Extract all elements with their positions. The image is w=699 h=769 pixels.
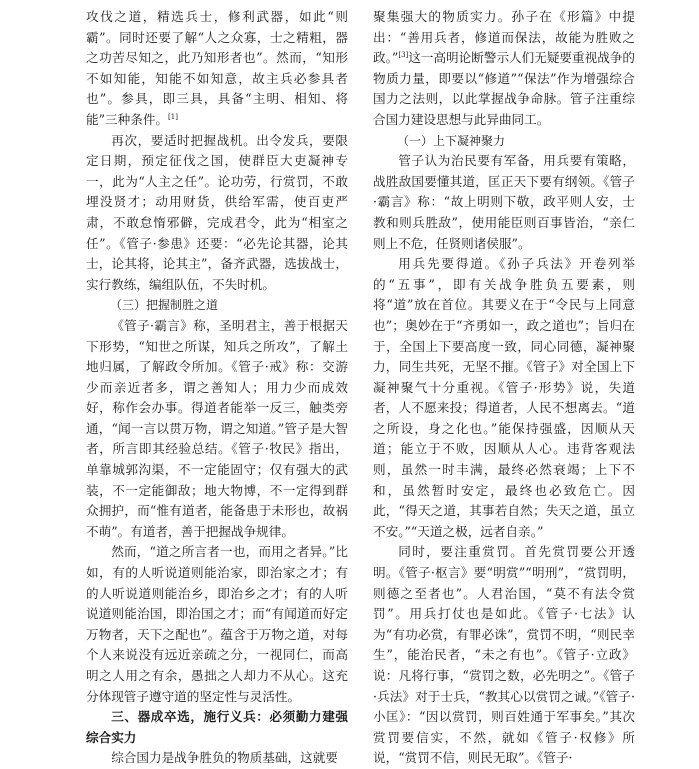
left-column bbox=[86, 7, 348, 769]
subsection-heading: （一）上下凝神聚力 bbox=[397, 133, 506, 148]
citation-marker: [1] bbox=[168, 112, 178, 121]
paragraph: 《管子·霸言》称，圣明君主，善于根据天下形势，“知世之所谋，知兵之所攻”，了解土地归属，了解政令所加。《管子·戒》称：交游少而亲近者多，谓之善知人；用力少而成效好，称作会办事。得道者能举一反三，触类旁通，“闻一言以贯万物，谓之知道。”管子是大智者，所言即其经验总结。《管子·牧民》指出，单靠城郭沟渠，不一定能固守；仅有强大的武装，不一定能御敌；地大物博，不一定得到群众拥护，而“惟有道者，能备患于未形也，故祸不萌”。有道者，善于把握战争规律。 bbox=[86, 317, 348, 539]
subsection-heading: （三）把握制胜之道 bbox=[110, 298, 219, 313]
paragraph: 聚集强大的物质实力。孙子在《形篇》中提出：“善用兵者，修道而保法，故能为胜败之政。”[3]这一高明论断警示人们无疑要重视战争的物质力量，即要以“修道”“保法”作为增强综合国力之法则，以此掌握战争命脉。管子注重综合国力建设思想与此异曲同工。 bbox=[373, 9, 636, 127]
section-heading: 三、器成卒选，施行义兵：必须勤力建强综合实力 bbox=[86, 709, 348, 745]
paragraph: 用兵先要得道。《孙子兵法》开卷列举的“五事”，即有关战争胜负五要素，则将“道”放在首位。其要义在于“令民与上同意也”；奥妙在于“齐勇如一，政之道也”；旨归在于，全国上下要高度一致，同心同德，凝神聚力，同生共死，无坚不摧。《管子》对全国上下凝神聚气十分重视。《管子·形势》说，失道者，人不愿来投；得道者，人民不想离去。“道之所设，身之化也。”能保持强盛，因顺从天道；能立于不败，因顺从人心。违背客观法则，虽然一时丰满，最终必然衰竭；上下不和，虽然暂时安定，最终也必致危亡。因此，“得天之道，其事若自然；失天之道，虽立不安。”“天道之极，远者自亲。” bbox=[373, 256, 635, 539]
right-column bbox=[373, 7, 635, 769]
paragraph: 同时，要注重赏罚。首先赏罚要公开透明。《管子·枢言》要“明赏”“明刑”，“赏罚明，则德之至者也”。人君治国，“莫不有法令赏罚”。用兵打仗也是如此。《管子·七法》认为“有功必赏，有罪必诛”，赏罚不明，“则民幸生”，能治民者，“未之有也”。《管子·立政》说：凡将行事，“赏罚之数，必先明之”。《管子·兵法》对于士兵，“教其心以赏罚之诚。”《管子·小匡》：“因以赏罚，则百姓通于军事矣。”其次赏罚要信实，不然，就如《管子·权修》所说，“赏罚不信，则民无取”。《管子· bbox=[373, 544, 635, 766]
citation-marker: [3] bbox=[398, 51, 409, 59]
paragraph: 管子认为治民要有军备，用兵要有策略，战胜敌国要懂其道，匡正天下要有纲领。《管子·霸言》称：“故上明则下敬，政平则人安，士教和则兵胜敌”，使用能臣则百事皆治，“亲仁则上不危，任贤则诸侯服”。 bbox=[373, 153, 635, 251]
paragraph: 然而，“道之所言者一也，而用之者异。”比如，有的人听说道则能治家，即治家之才；有的人听说道则能治乡，即治乡之才；有的人听说道则能治国，即治国之才；而“有闻道而好定万物者，天下之配也”。蕴含于万物之道，对每个人来说没有远近亲疏之分，一视同仁，而高明之人用之有余，愚拙之人却力不从心。这充分体现管子遵守道的坚定性与灵活性。 bbox=[86, 544, 348, 704]
paragraph: 再次，要适时把握战机。出令发兵，要限定日期，预定征伐之国，使群臣大吏凝神专一，此为“人主之任”。论功劳，行赏罚，不敢埋没贤才；动用财货，供给军需，使百吏严肃，不敢怠惰邪僻，完成君令，此为“相室之任”。《管子·参患》还要：“必先论其器，论其士，论其将，论其主”，备齐武器，选拔战士，实行教练，编组队伍，不失时机。 bbox=[86, 132, 348, 292]
paragraph: 攻伐之道，精选兵士，修利武器，如此“则霸”。同时还要了解“人之众寡，士之精粗，器之功苦尽知之，此乃知形者也”。然而，“知形不如知能，知能不如知意，故主兵必参具者也”。参具，即三具，具备“主明、相知、将能”三种条件。[1] bbox=[86, 9, 348, 127]
paragraph: 综合国力是战争胜负的物质基础，这就要 bbox=[111, 750, 338, 766]
